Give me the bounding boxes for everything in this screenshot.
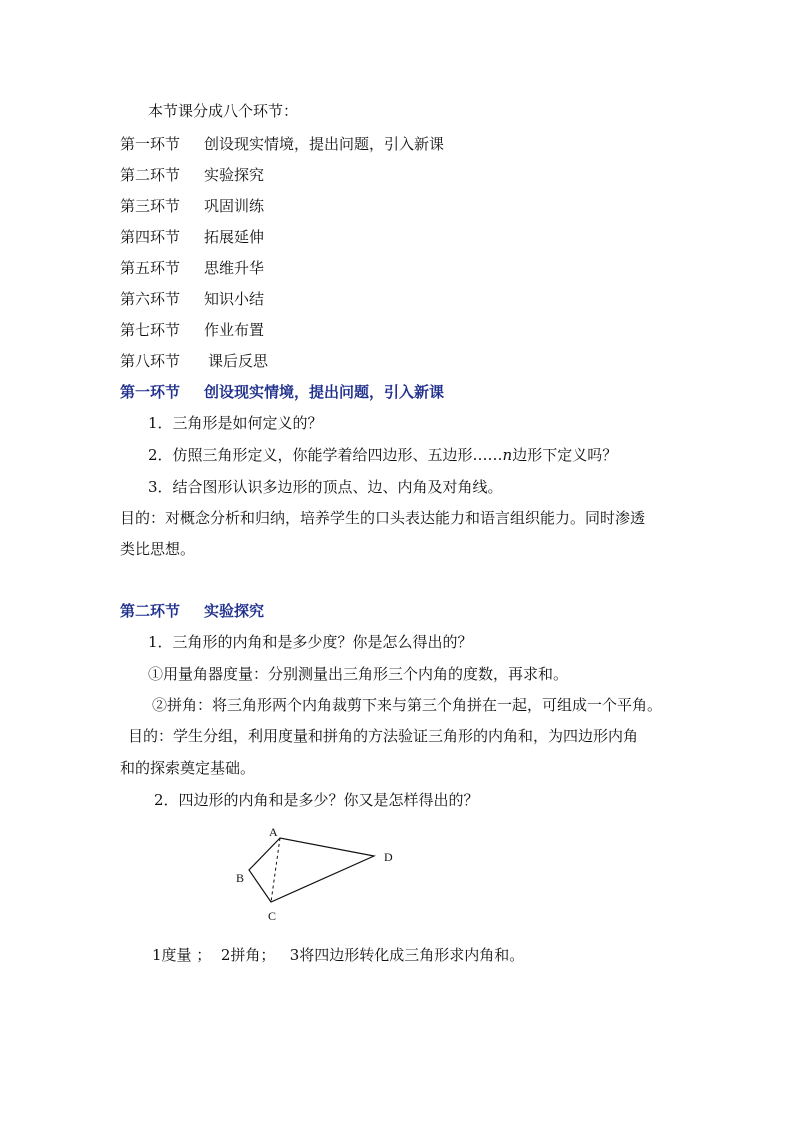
section-title: 作业布置: [204, 321, 265, 339]
section-list-item: [120, 320, 264, 340]
section-label: 第一环节: [120, 135, 181, 153]
part2-heading-label: 第二环节: [120, 602, 181, 620]
quadrilateral-abcd: [249, 838, 374, 902]
section-list-item: [120, 351, 268, 371]
section-title: 实验探究: [204, 166, 265, 184]
part1-question-1: 1．三角形是如何定义的？: [148, 414, 323, 432]
vertex-label-c: C: [268, 909, 277, 923]
section-title: 思维升华: [204, 259, 265, 277]
section-title: 知识小结: [204, 290, 265, 308]
section-title: 课后反思: [208, 352, 269, 370]
part2-question-1: 1．三角形的内角和是多少度？你是怎么得出的？: [148, 633, 473, 651]
section-label: 第三环节: [120, 197, 181, 215]
intro-text: 本节课分成八个环节：: [148, 102, 299, 120]
part2-method-1: ①用量角器度量：分别测量出三角形三个内角的度数，再求和。: [148, 665, 569, 683]
section-list-item: [120, 134, 444, 154]
part2-purpose-line2: 和的探索奠定基础。: [120, 759, 256, 777]
part2-answer: 1度量 ； 2拼角； 3将四边形转化成三角形求内角和。: [152, 946, 525, 964]
section-list-item: [120, 227, 264, 247]
section-label: 第六环节: [120, 290, 181, 308]
section-title: 巩固训练: [204, 197, 265, 215]
section-list-item: [120, 258, 264, 278]
section-label: 第四环节: [120, 228, 181, 246]
section-label: 第八环节: [120, 352, 181, 370]
section-label: 第二环节: [120, 166, 181, 184]
part1-heading: [120, 382, 444, 402]
section-label: 第五环节: [120, 259, 181, 277]
part2-heading: [120, 601, 264, 621]
part1-question-3: 3．结合图形认识多边形的顶点、边、内角及对角线。: [148, 478, 503, 496]
part2-question-2: 2．四边形的内角和是多少？你又是怎样得出的？: [154, 791, 479, 809]
vertex-label-a: A: [269, 825, 278, 839]
section-list-item: [120, 165, 264, 185]
part1-heading-label: 第一环节: [120, 383, 181, 401]
section-list-item: [120, 289, 264, 309]
quadrilateral-figure: [228, 822, 408, 932]
part2-heading-title: 实验探究: [204, 602, 265, 620]
section-list-item: [120, 196, 264, 216]
part2-method-2: ②拼角：将三角形两个内角裁剪下来与第三个角拼在一起，可组成一个平角。: [152, 696, 663, 714]
section-label: 第七环节: [120, 321, 181, 339]
part1-question-2: [148, 445, 617, 465]
part1-question-2-end: 边形下定义吗？: [512, 446, 618, 464]
part1-question-2-start: 2．仿照三角形定义，你能学着给四边形、五边形……: [148, 446, 503, 464]
diagonal-ac: [271, 838, 280, 902]
n-variable: n: [502, 446, 513, 464]
part1-purpose-line2: 类比思想。: [120, 540, 196, 558]
part1-purpose-line1: 目的：对概念分析和归纳，培养学生的口头表达能力和语言组织能力。同时渗透: [120, 509, 646, 527]
vertex-label-b: B: [236, 871, 245, 885]
vertex-label-d: D: [384, 850, 393, 864]
part1-heading-title: 创设现实情境，提出问题，引入新课: [204, 383, 445, 401]
part2-purpose-line1: 目的：学生分组，利用度量和拼角的方法验证三角形的内角和，为四边形内角: [128, 727, 639, 745]
section-title: 拓展延伸: [204, 228, 265, 246]
section-title: 创设现实情境，提出问题，引入新课: [204, 135, 445, 153]
